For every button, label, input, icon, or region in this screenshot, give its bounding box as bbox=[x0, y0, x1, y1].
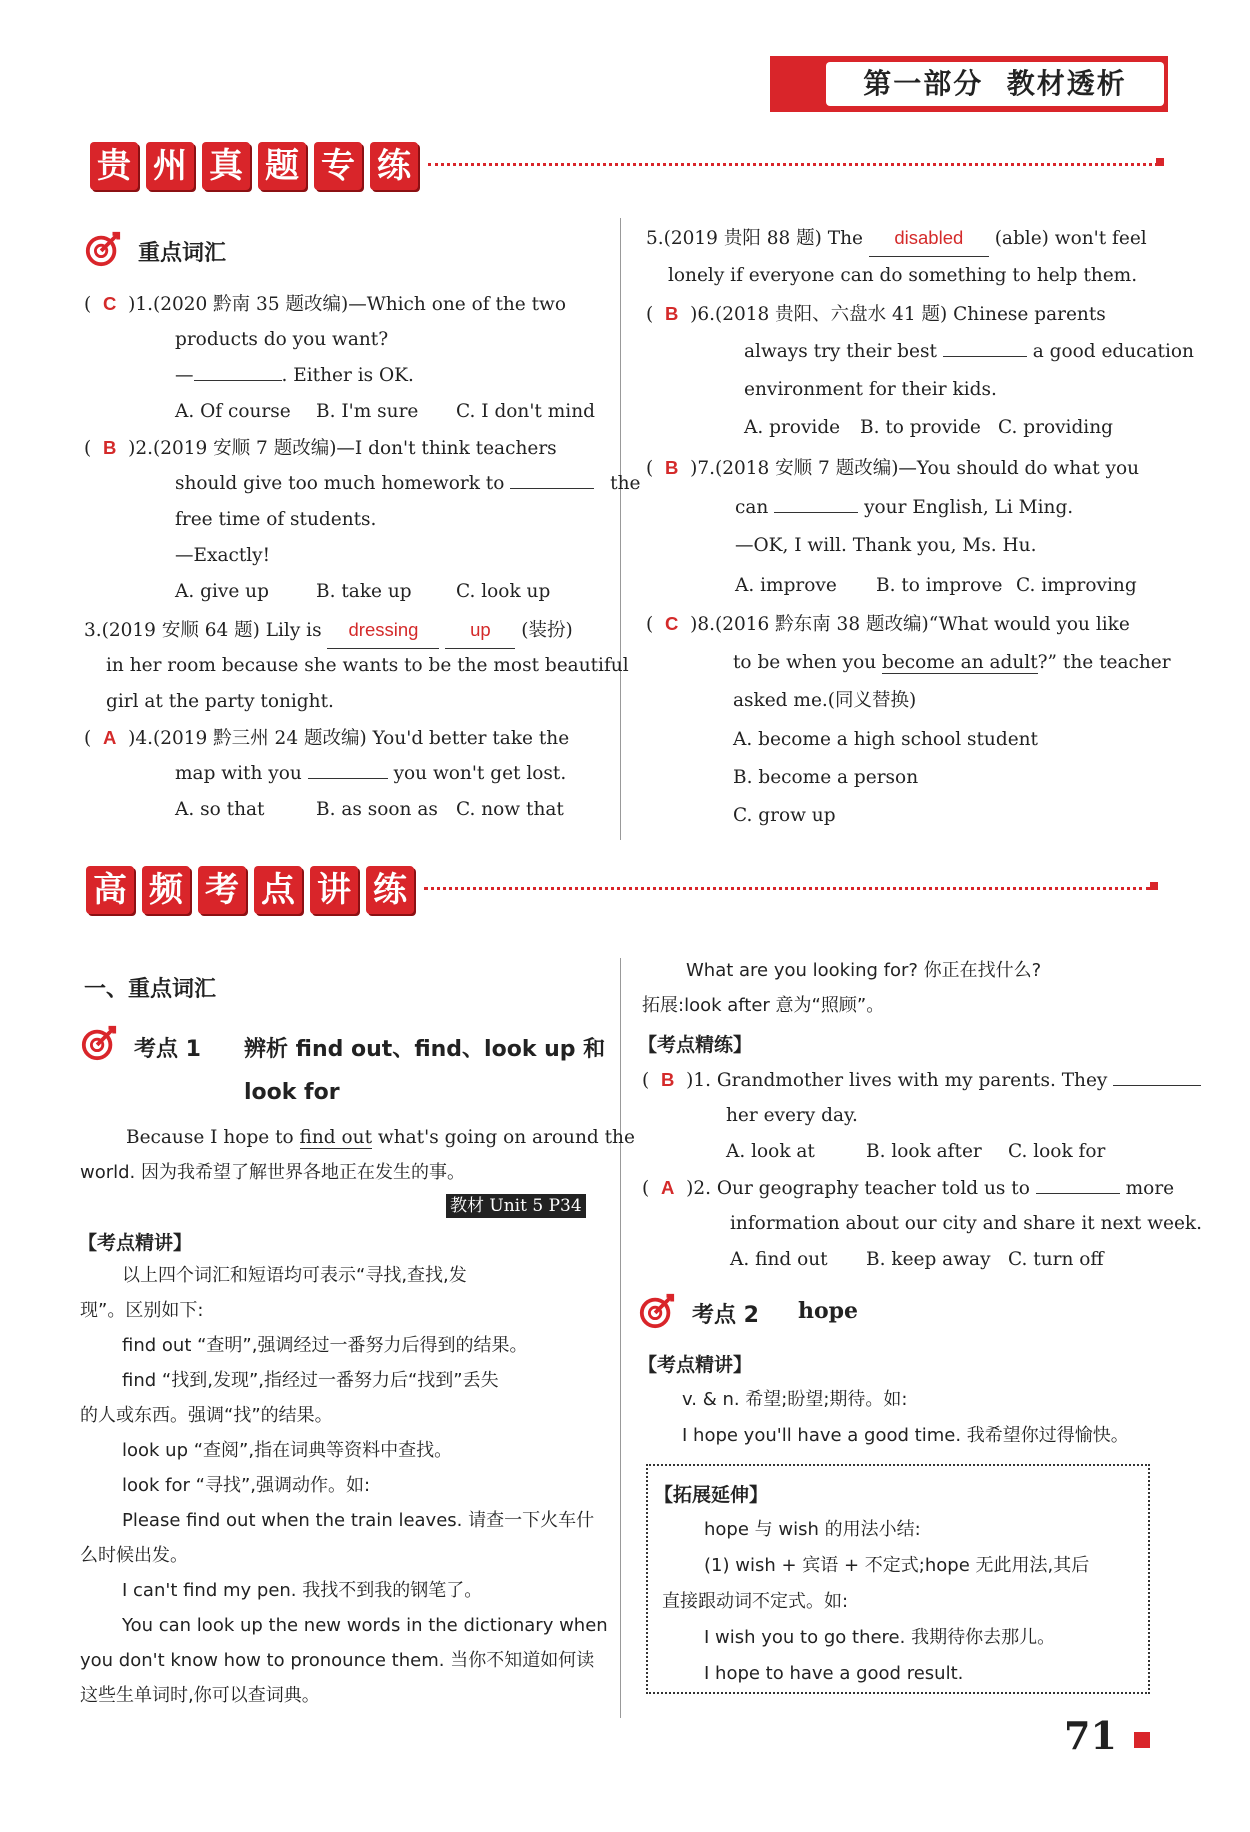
option: B. become a person bbox=[733, 767, 919, 788]
title-char: 题 bbox=[258, 142, 306, 190]
option: A. look at bbox=[726, 1141, 815, 1162]
practice-question-2-line: information about our city and share it next week. bbox=[730, 1213, 1203, 1234]
option: C. improving bbox=[1016, 575, 1137, 596]
question-7-line: —OK, I will. Thank you, Ms. Hu. bbox=[735, 535, 1037, 556]
explain-text: 以上四个词汇和短语均可表示“寻找,查找,发 bbox=[122, 1265, 467, 1286]
page-number-mark bbox=[1134, 1732, 1150, 1748]
title-char: 频 bbox=[142, 866, 190, 914]
option: C. look for bbox=[1008, 1141, 1106, 1162]
explain-text: look for “寻找”,强调动作。如: bbox=[122, 1475, 371, 1496]
answer: A bbox=[660, 1177, 675, 1198]
option: C. providing bbox=[998, 417, 1113, 438]
title-char: 专 bbox=[314, 142, 362, 190]
question-1: ( C )1.(2020 黔南 35 题改编)—Which one of the two bbox=[84, 293, 567, 315]
fill-answer: up bbox=[445, 612, 515, 649]
answer: C bbox=[664, 613, 679, 634]
question-6: ( B )6.(2018 贵阳、六盘水 41 题) Chinese parents bbox=[646, 303, 1106, 325]
title-rule-end bbox=[1156, 158, 1164, 166]
question-5: 5.(2019 贵阳 88 题) The disabled (able) won't feel bbox=[646, 220, 1147, 257]
explain-text: You can look up the new words in the dictionary when bbox=[122, 1615, 608, 1636]
title-char: 考 bbox=[198, 866, 246, 914]
extension-tag: 【拓展延伸】 bbox=[654, 1484, 769, 1506]
option: B. I'm sure bbox=[316, 401, 419, 422]
column-divider-bottom bbox=[620, 958, 621, 1718]
question-6-line: environment for their kids. bbox=[744, 379, 997, 400]
title-char: 贵 bbox=[90, 142, 138, 190]
option: B. to provide bbox=[860, 417, 981, 438]
question-7-line: can your English, Li Ming. bbox=[735, 497, 1074, 518]
extension-note: 拓展:look after 意为“照顾”。 bbox=[642, 995, 885, 1016]
header-title: 第一部分 教材透析 bbox=[863, 67, 1127, 100]
answer: B bbox=[660, 1069, 675, 1090]
practice-question-1-line: her every day. bbox=[726, 1105, 858, 1126]
extension-text: I wish you to go there. 我期待你去那儿。 bbox=[704, 1627, 1056, 1648]
title-char: 练 bbox=[366, 866, 414, 914]
explain-tag: 【考点精讲】 bbox=[78, 1232, 193, 1254]
question-5-line: lonely if everyone can do something to help them. bbox=[668, 265, 1138, 286]
example-translation: world. 因为我希望了解世界各地正在发生的事。 bbox=[80, 1162, 466, 1183]
question-2-line: free time of students. bbox=[175, 509, 377, 530]
option: C. look up bbox=[456, 581, 551, 602]
explain-text: find “找到,发现”,指经过一番努力后“找到”丢失 bbox=[122, 1370, 499, 1391]
question-4: ( A )4.(2019 黔三州 24 题改编) You'd better take the bbox=[84, 727, 570, 749]
target-arrow-icon bbox=[80, 1024, 118, 1062]
fill-answer: dressing bbox=[327, 612, 439, 649]
title-char: 点 bbox=[254, 866, 302, 914]
page-number: 71 bbox=[1064, 1713, 1117, 1758]
explain-text: Please find out when the train leaves. 请查一下火车什 bbox=[122, 1510, 595, 1531]
question-7: ( B )7.(2018 安顺 7 题改编)—You should do what you bbox=[646, 457, 1140, 479]
title-dotted-rule bbox=[424, 887, 1150, 890]
option: B. keep away bbox=[866, 1249, 991, 1270]
explain-text: find out “查明”,强调经过一番努力后得到的结果。 bbox=[122, 1335, 528, 1356]
example-sentence: What are you looking for? 你正在找什么? bbox=[686, 960, 1042, 981]
title-char: 讲 bbox=[310, 866, 358, 914]
question-8-line: to be when you become an adult?” the teacher bbox=[733, 652, 1171, 673]
option: A. find out bbox=[730, 1249, 828, 1270]
option: A. improve bbox=[735, 575, 837, 596]
explain-text: 的人或东西。强调“找”的结果。 bbox=[80, 1405, 333, 1426]
option: B. take up bbox=[316, 581, 412, 602]
option: A. Of course bbox=[175, 401, 291, 422]
extension-text: hope 与 wish 的用法小结: bbox=[704, 1519, 921, 1540]
heading-key-vocab: 重点词汇 bbox=[138, 241, 227, 266]
explain-text: look up “查阅”,指在词典等资料中查找。 bbox=[122, 1440, 453, 1461]
practice-question-1: ( B )1. Grandmother lives with my parents. They bbox=[642, 1062, 1201, 1099]
question-2: ( B )2.(2019 安顺 7 题改编)—I don't think teachers bbox=[84, 437, 557, 459]
title-char: 真 bbox=[202, 142, 250, 190]
answer: C bbox=[102, 293, 117, 314]
kp1-title: look for bbox=[244, 1080, 340, 1105]
textbook-tag: 教材 Unit 5 P34 bbox=[446, 1194, 586, 1218]
explain-text: 现”。区别如下: bbox=[80, 1300, 204, 1321]
question-2-line: —Exactly! bbox=[175, 545, 271, 566]
example-sentence: Because I hope to find out what's going on around the bbox=[126, 1127, 635, 1148]
option: A. so that bbox=[175, 799, 265, 820]
kp1-label: 考点 1 bbox=[134, 1037, 201, 1062]
option: A. become a high school student bbox=[733, 729, 1038, 750]
extension-text: (1) wish + 宾语 + 不定式;hope 无此用法,其后 bbox=[704, 1555, 1090, 1576]
title-char: 州 bbox=[146, 142, 194, 190]
option: C. turn off bbox=[1008, 1249, 1104, 1270]
answer: A bbox=[102, 727, 117, 748]
question-1-line: products do you want? bbox=[175, 329, 389, 350]
title-dotted-rule bbox=[428, 163, 1158, 166]
column-divider-top bbox=[620, 218, 621, 840]
option: C. now that bbox=[456, 799, 564, 820]
extension-text: I hope to have a good result. bbox=[704, 1663, 964, 1684]
option: A. provide bbox=[744, 417, 841, 438]
option: C. I don't mind bbox=[456, 401, 595, 422]
target-arrow-icon bbox=[638, 1292, 676, 1330]
question-4-line: map with you you won't get lost. bbox=[175, 763, 567, 784]
practice-tag: 【考点精练】 bbox=[638, 1034, 753, 1056]
answer: B bbox=[664, 303, 679, 324]
title-rule-end bbox=[1150, 882, 1158, 890]
question-3-line: in her room because she wants to be the most beautiful bbox=[106, 655, 629, 676]
question-1-line: — . Either is OK. bbox=[175, 365, 414, 386]
fill-answer: disabled bbox=[869, 220, 989, 257]
extension-text: 直接跟动词不定式。如: bbox=[662, 1591, 849, 1612]
kp1-title: 辨析 find out、find、look up 和 bbox=[244, 1037, 606, 1062]
question-3: 3.(2019 安顺 64 题) Lily is dressing up (装扮) bbox=[84, 612, 573, 649]
kp2-title: hope bbox=[798, 1298, 859, 1324]
answer: B bbox=[102, 437, 117, 458]
explain-text: I can't find my pen. 我找不到我的钢笔了。 bbox=[122, 1580, 483, 1601]
example-sentence: I hope you'll have a good time. 我希望你过得愉快。 bbox=[682, 1425, 1129, 1446]
option: C. grow up bbox=[733, 805, 836, 826]
question-8: ( C )8.(2016 黔东南 38 题改编)“What would you like bbox=[646, 613, 1130, 635]
target-arrow-icon bbox=[84, 230, 122, 268]
practice-question-2: ( A )2. Our geography teacher told us to more bbox=[642, 1177, 1175, 1199]
option: B. to improve bbox=[876, 575, 1003, 596]
answer: B bbox=[664, 457, 679, 478]
question-6-line: always try their best a good education bbox=[744, 341, 1194, 362]
question-3-line: girl at the party tonight. bbox=[106, 691, 334, 712]
explain-text: you don't know how to pronounce them. 当你不知道如何读 bbox=[80, 1650, 595, 1671]
explain-text: 这些生单词时,你可以查词典。 bbox=[80, 1685, 320, 1706]
explain-tag: 【考点精讲】 bbox=[638, 1354, 753, 1376]
title-char: 高 bbox=[86, 866, 134, 914]
question-2-line: should give too much homework to the bbox=[175, 473, 641, 494]
question-8-line: asked me.(同义替换) bbox=[733, 690, 917, 711]
option: B. as soon as bbox=[316, 799, 438, 820]
definition: v. & n. 希望;盼望;期待。如: bbox=[682, 1389, 908, 1410]
option: A. give up bbox=[175, 581, 269, 602]
kp2-label: 考点 2 bbox=[692, 1303, 759, 1328]
option: B. look after bbox=[866, 1141, 982, 1162]
title-char: 练 bbox=[370, 142, 418, 190]
explain-text: 么时候出发。 bbox=[80, 1545, 188, 1566]
heading-key-vocab-2: 一、重点词汇 bbox=[84, 977, 217, 1002]
